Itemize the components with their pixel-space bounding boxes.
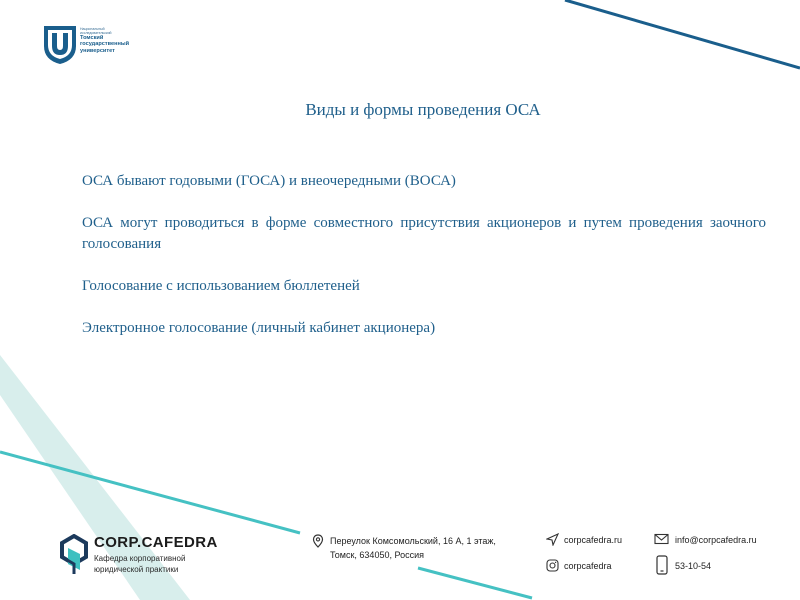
phone-number[interactable]: 53-10-54	[675, 561, 712, 571]
university-label-line-1: Национальный	[80, 27, 105, 31]
email-link[interactable]: info@corpcafedra.ru	[675, 535, 757, 545]
address-line-1: Переулок Комсомольский, 16 А, 1 этаж,	[330, 536, 496, 546]
slide-body	[82, 171, 766, 360]
university-label-line-2: исследовательский	[80, 31, 112, 35]
paragraph-3: Голосование с использованием бюллетеней	[82, 278, 360, 294]
brand-name: CORP.CAFEDRA	[94, 534, 218, 551]
address-line-2: Томск, 634050, Россия	[330, 550, 424, 560]
paragraph-2: ОСА могут проводиться в форме совместного присутствия акционеров и путем проведения заочного голосования	[82, 215, 766, 252]
paragraph-1: ОСА бывают годовыми (ГОСА) и внеочередными (ВОСА)	[82, 173, 456, 189]
website-link[interactable]: corpcafedra.ru	[564, 535, 623, 545]
university-name-line-1: Томский	[80, 35, 104, 41]
mail-icon	[654, 533, 669, 545]
brand-subtitle-line-1: Кафедра корпоративной	[94, 554, 186, 563]
instagram-handle[interactable]: corpcafedra	[564, 561, 612, 571]
corp-cafedra-logo-icon	[60, 534, 88, 576]
location-pin-icon	[312, 534, 324, 548]
slide-title: Виды и формы проведения ОСА	[305, 100, 541, 119]
university-name-line-2: государственный	[80, 41, 130, 48]
brand-subtitle-line-2: юридической практики	[94, 565, 179, 574]
send-arrow-icon	[546, 533, 559, 546]
university-name	[80, 27, 150, 54]
paragraph-4: Электронное голосование (личный кабинет акционера)	[82, 320, 436, 336]
university-name-line-3: университет	[80, 47, 115, 54]
instagram-icon	[546, 559, 559, 572]
phone-icon	[656, 555, 668, 575]
brand-subtitle	[94, 553, 214, 575]
